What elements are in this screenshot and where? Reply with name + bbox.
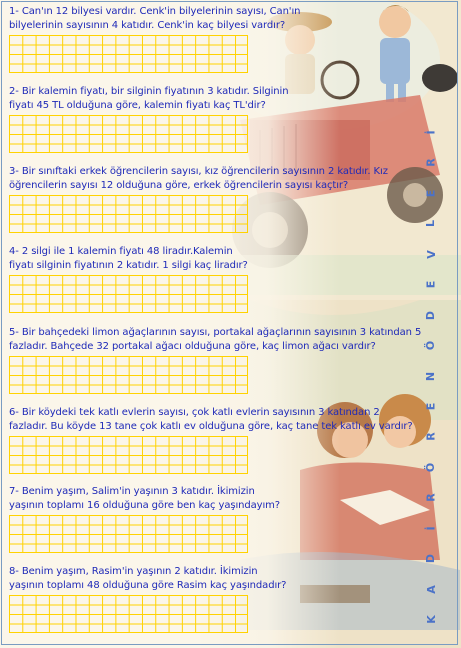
side-letter: N — [424, 369, 438, 381]
answer-grid-2[interactable] — [9, 115, 248, 153]
answer-grid-4[interactable] — [9, 275, 248, 313]
answer-grid-7[interactable] — [9, 515, 248, 553]
problem-4 — [9, 245, 449, 272]
problem-3 — [9, 165, 449, 192]
problem-text: 4- 2 silgi ile 1 kalemin fiyatı 48 liradır.Kalemin fiyatı silginin fiyatının 2 katıdır. 1 silgi kaç liradır? — [9, 246, 248, 271]
problem-text: 2- Bir kalemin fiyatı, bir silginin fiyatının 3 katıdır. Silginin fiyatı 45 TL olduğuna göre, kalemin fiyatı kaç TL'dir? — [9, 86, 289, 111]
side-letter: L — [424, 218, 438, 228]
problem-text: 5- Bir bahçedeki limon ağaçlarının sayısı, portakal ağaçlarının sayısının 3 katından 5 fazladır. Bahçede 32 portakal ağacı olduğuna göre, kaç limon ağacı vardır? — [9, 327, 422, 352]
problem-2 — [9, 85, 449, 112]
problem-1 — [9, 5, 449, 32]
problem-5 — [9, 326, 449, 353]
problem-text: 1- Can'ın 12 bilyesi vardır. Cenk'in bilyelerinin sayısı, Can'ın bilyelerinin sayısının 4 katıdır. Cenk'in kaç bilyesi vardır? — [9, 6, 301, 31]
side-letter: Ö — [424, 338, 438, 351]
problem-text: 8- Benim yaşım, Rasim'in yaşının 2 katıdır. İkimizin yaşının toplamı 48 olduğuna göre Rasim kaç yaşındadır? — [9, 566, 287, 591]
problem-text: 6- Bir köydeki tek katlı evlerin sayısı, çok katlı evlerin sayısının 3 katından 2 fazladır. Bu köyde 13 tane çok katlı ev olduğuna göre, kaç tane tek katlı ev vardır? — [9, 407, 413, 432]
problem-6 — [9, 406, 449, 433]
side-letter: D — [424, 308, 438, 320]
answer-grid-3[interactable] — [9, 195, 248, 233]
problem-text: 7- Benim yaşım, Salim'in yaşının 3 katıdır. İkimizin yaşının toplamı 16 olduğuna göre ben kaç yaşındayım? — [9, 486, 280, 511]
problem-text: 3- Bir sınıftaki erkek öğrencilerin sayısı, kız öğrencilerin sayısının 2 katıdır. Kız öğrencilerin sayısı 12 olduğuna göre, erkek öğrencilerin sayısı kaçtır? — [9, 166, 388, 191]
side-letter: R — [424, 430, 438, 442]
side-letter: E — [424, 400, 438, 411]
answer-grid-6[interactable] — [9, 436, 248, 474]
answer-grid-5[interactable] — [9, 356, 248, 394]
side-letter: İ — [424, 524, 438, 531]
side-letter: A — [424, 582, 438, 594]
problem-8 — [9, 565, 449, 592]
side-letter: R — [424, 156, 438, 168]
side-letter: İ — [424, 128, 438, 135]
problem-7 — [9, 485, 449, 512]
side-letter: D — [424, 552, 438, 564]
answer-grid-8[interactable] — [9, 595, 248, 633]
answer-grid-1[interactable] — [9, 35, 248, 73]
side-title — [424, 125, 438, 625]
side-letter: Ö — [424, 460, 438, 472]
side-letter: K — [424, 613, 438, 624]
side-letter: E — [424, 278, 438, 289]
side-letter: R — [424, 491, 438, 502]
side-letter: V — [424, 247, 438, 259]
side-letter: E — [424, 187, 438, 198]
